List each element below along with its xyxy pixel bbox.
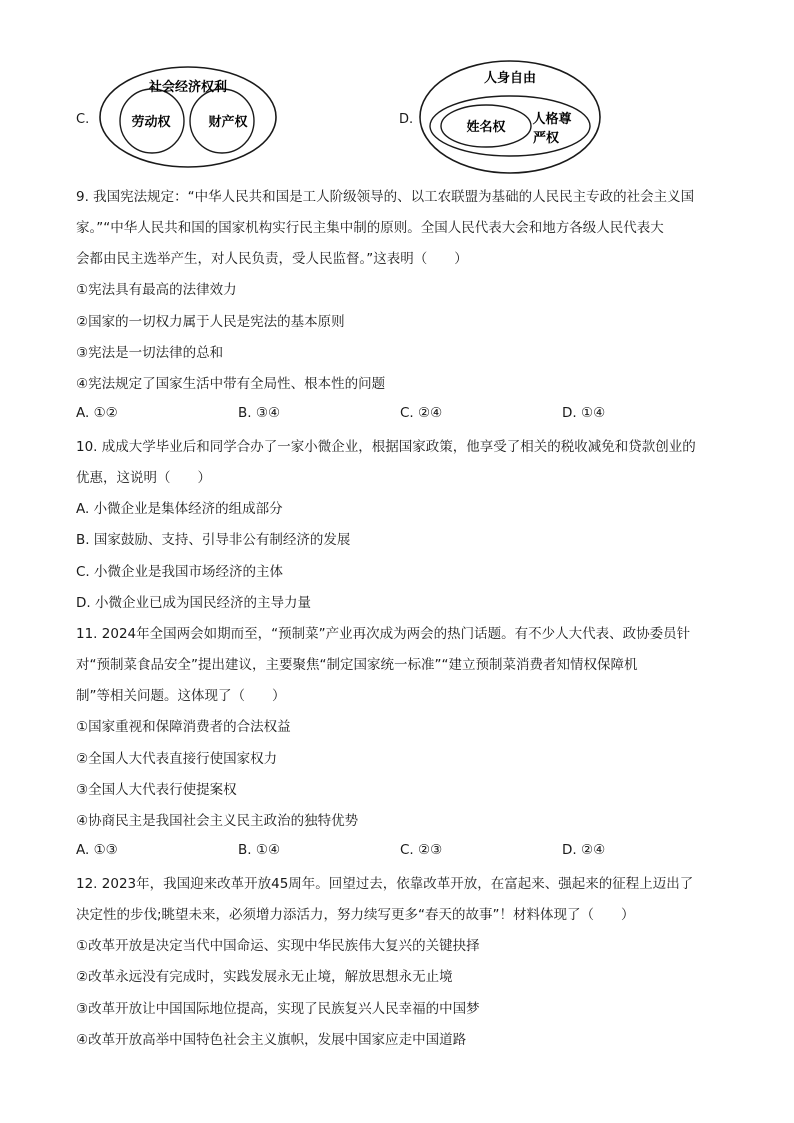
q12-statement-3: ③改革开放让中国国际地位提高，实现了民族复兴人民幸福的中国梦 [76, 1001, 480, 1017]
q11-choice-d[interactable]: D. ②④ [562, 842, 606, 858]
q12-statement-1: ①改革开放是决定当代中国命运、实现中华民族伟大复兴的关键抉择 [76, 938, 480, 954]
q11-statement-3: ③全国人大代表行使提案权 [76, 782, 237, 798]
right-label: 财产权 [208, 115, 248, 130]
q11-choice-c[interactable]: C. ②③ [400, 842, 443, 858]
q10-stem-line1: 10. 成成大学毕业后和同学合办了一家小微企业，根据国家政策，他享受了相关的税收减免和贷款创业的 [76, 439, 696, 455]
q9-stem-line2: 家。”“中华人民共和国的国家机构实行民主集中制的原则。全国人民代表大会和地方各级人民代表大 [76, 220, 664, 236]
q9-choice-d[interactable]: D. ①④ [562, 405, 606, 421]
q11-stem-line2: 对“预制菜食品安全”提出建议，主要聚焦“制定国家统一标准”“建立预制菜消费者知情权保障机 [76, 657, 638, 673]
q12-stem-line2: 决定性的步伐;眺望未来，必须增力添活力，努力续写更多“春天的故事”！材料体现了（ ） [76, 907, 635, 923]
q10-stem-line2: 优惠，这说明（ ） [76, 470, 211, 486]
right-label-line2: 严权 [532, 131, 560, 146]
q9-stem-line3: 会都由民主选举产生，对人民负责，受人民监督。”这表明（ ） [76, 251, 468, 267]
q9-choice-a[interactable]: A. ①② [76, 405, 118, 421]
q11-choice-a[interactable]: A. ①③ [76, 842, 118, 858]
outer-label: 人身自由 [483, 71, 537, 86]
inner-label: 姓名权 [466, 120, 506, 135]
q9-statement-4: ④宪法规定了国家生活中带有全局性、根本性的问题 [76, 376, 386, 392]
q11-statement-1: ①国家重视和保障消费者的合法权益 [76, 719, 291, 735]
q10-option-a[interactable]: A. 小微企业是集体经济的组成部分 [76, 501, 283, 517]
option-d-letter: D. [399, 112, 414, 127]
diagram-c [96, 62, 286, 172]
q9-choice-c[interactable]: C. ②④ [400, 405, 443, 421]
option-c-letter: C. [76, 112, 90, 127]
q10-option-c[interactable]: C. 小微企业是我国市场经济的主体 [76, 564, 284, 580]
q10-option-d[interactable]: D. 小微企业已成为国民经济的主导力量 [76, 595, 311, 611]
left-label: 劳动权 [131, 115, 171, 130]
q11-stem-line3: 制”等相关问题。这体现了（ ） [76, 688, 286, 704]
q11-choices [76, 842, 776, 862]
right-label-line1: 人格尊 [532, 112, 572, 127]
q9-statement-2: ②国家的一切权力属于人民是宪法的基本原则 [76, 314, 345, 330]
q9-statement-3: ③宪法是一切法律的总和 [76, 345, 224, 361]
diagram-d [418, 58, 604, 176]
q10-option-b[interactable]: B. 国家鼓励、支持、引导非公有制经济的发展 [76, 532, 351, 548]
q12-statement-2: ②改革永远没有完成时，实践发展永无止境，解放思想永无止境 [76, 969, 453, 985]
q9-stem-line1: 9. 我国宪法规定：“中华人民共和国是工人阶级领导的、以工农联盟为基础的人民民主专政的社会主义国 [76, 189, 695, 205]
q11-statement-2: ②全国人大代表直接行使国家权力 [76, 751, 278, 767]
q11-statement-4: ④协商民主是我国社会主义民主政治的独特优势 [76, 813, 359, 829]
q12-stem-line1: 12. 2023年，我国迎来改革开放45周年。回望过去，依靠改革开放，在富起来、强起来的征程上迈出了 [76, 876, 694, 892]
q9-statement-1: ①宪法具有最高的法律效力 [76, 282, 237, 298]
outer-label: 社会经济权利 [148, 80, 228, 95]
q12-statement-4: ④改革开放高举中国特色社会主义旗帜，发展中国家应走中国道路 [76, 1032, 467, 1048]
q11-stem-line1: 11. 2024年全国两会如期而至，“预制菜”产业再次成为两会的热门话题。有不少人大代表、政协委员针 [76, 626, 691, 642]
q9-choices [76, 405, 776, 425]
q11-choice-b[interactable]: B. ①④ [238, 842, 281, 858]
q9-choice-b[interactable]: B. ③④ [238, 405, 281, 421]
